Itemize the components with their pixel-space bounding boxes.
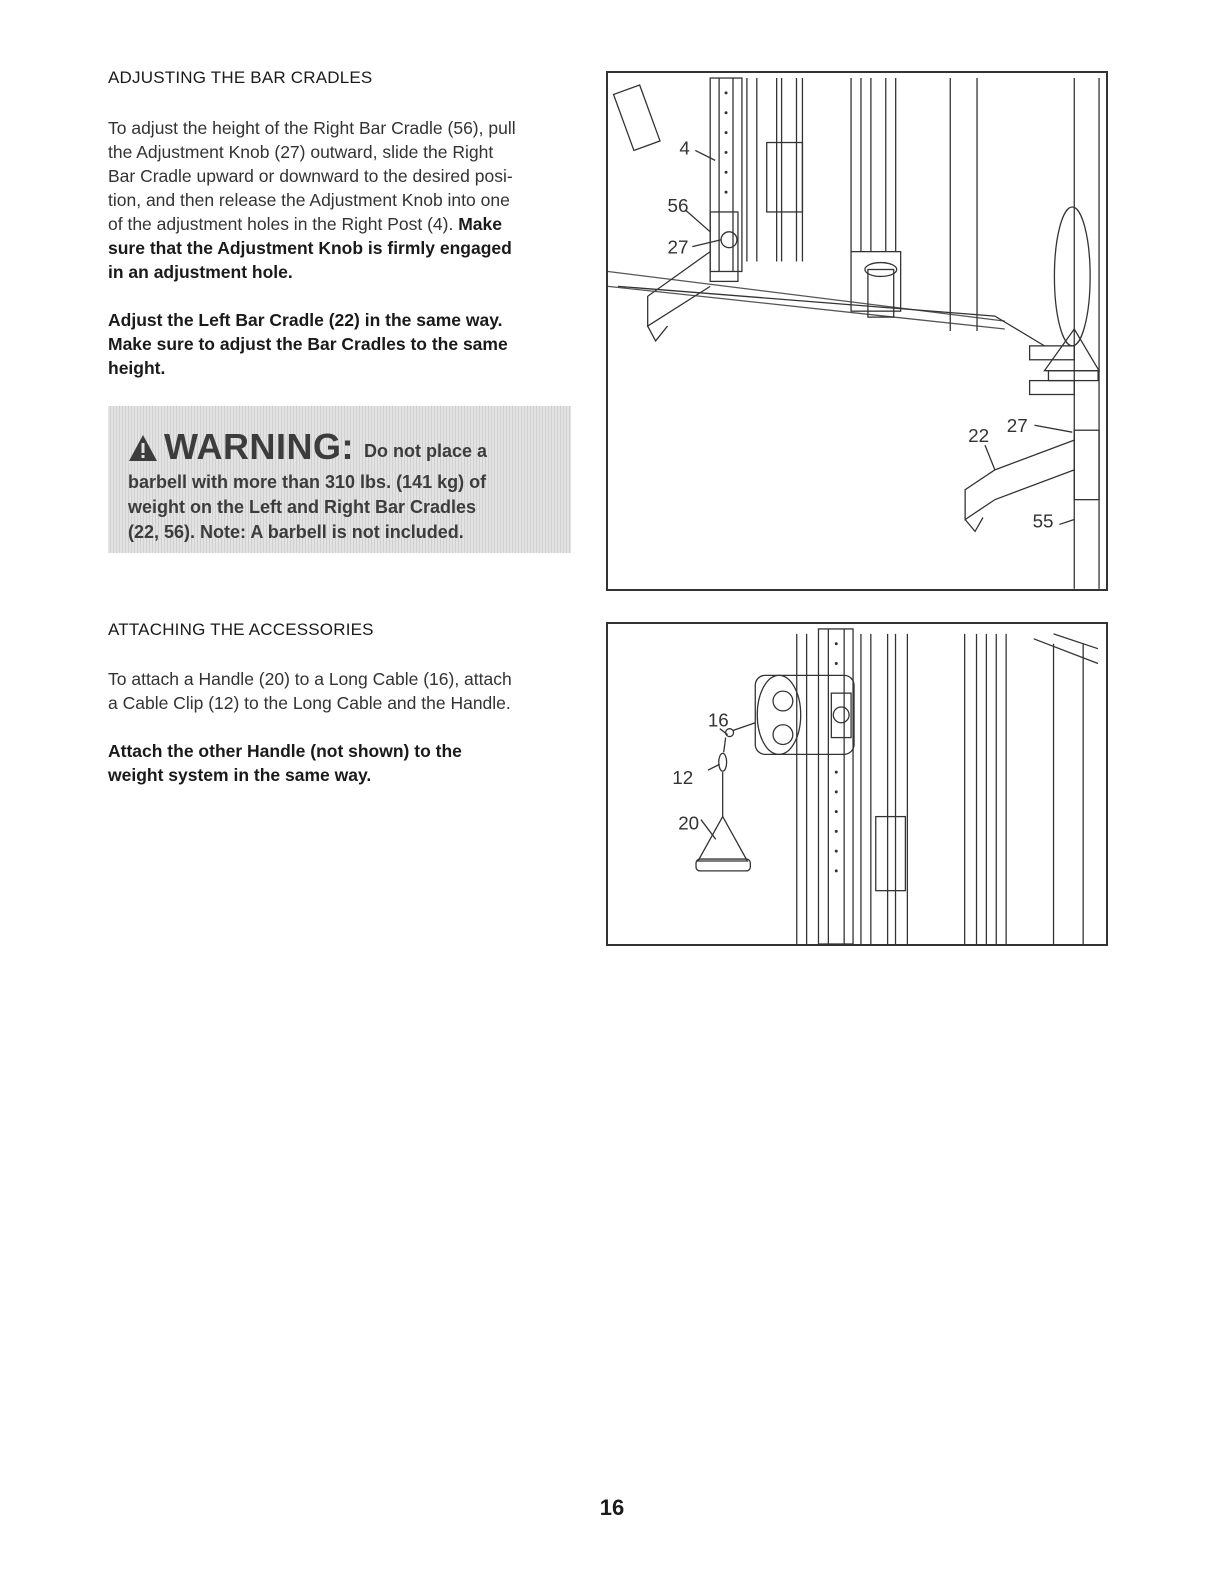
text-line: a Cable Clip (12) to the Long Cable and the Handle.	[108, 693, 511, 713]
warning-line: (22, 56). Note: A barbell is not included.	[128, 522, 464, 542]
warning-lead-text: Do not place a	[363, 441, 488, 461]
text-line: height.	[108, 358, 166, 378]
text-line	[108, 212, 573, 236]
warning-triangle-icon	[128, 434, 158, 462]
accessories-instructions	[108, 667, 573, 715]
callout-part-55: 55	[1032, 510, 1054, 532]
callout-part-22: 22	[968, 425, 990, 447]
callout-part-20: 20	[678, 812, 700, 834]
text-line: sure that the Adjustment Knob is firmly engaged	[108, 238, 512, 258]
warning-line: barbell with more than 310 lbs. (141 kg) of	[128, 472, 487, 492]
callout-part-12: 12	[672, 767, 694, 788]
bar-cradle-diagram	[606, 71, 1108, 591]
bar-cradles-instructions	[108, 116, 573, 284]
warning-line: weight on the Left and Right Bar Cradles	[128, 497, 477, 517]
text-line: tion, and then release the Adjustment Knob into one	[108, 190, 510, 210]
text-line: Adjust the Left Bar Cradle (22) in the same way.	[108, 310, 503, 330]
text-normal: of the adjustment holes in the Right Post (4).	[108, 214, 454, 234]
text-line: To attach a Handle (20) to a Long Cable (16), attach	[108, 669, 512, 689]
text-line: To adjust the height of the Right Bar Cradle (56), pull	[108, 118, 516, 138]
text-line: in an adjustment hole.	[108, 262, 293, 282]
callout-part-27-left: 27	[1006, 415, 1028, 437]
warning-box	[108, 406, 571, 553]
text-line: Attach the other Handle (not shown) to the	[108, 741, 462, 761]
accessories-diagram	[606, 622, 1108, 946]
callout-part-56: 56	[667, 194, 689, 216]
callout-part-4: 4	[679, 137, 690, 159]
warning-label: WARNING:	[164, 426, 354, 467]
text-bold: Make	[458, 214, 502, 234]
text-line: weight system in the same way.	[108, 765, 372, 785]
warning-title-row	[128, 422, 571, 468]
section-heading-bar-cradles: ADJUSTING THE BAR CRADLES	[108, 68, 373, 87]
warning-body	[128, 470, 558, 545]
text-line: Bar Cradle upward or downward to the desired posi-	[108, 166, 513, 186]
handle-attachment-illustration	[608, 624, 1106, 944]
bar-cradle-illustration	[608, 73, 1106, 589]
other-handle-instructions	[108, 739, 573, 787]
left-cradle-instructions	[108, 308, 573, 380]
text-line: Make sure to adjust the Bar Cradles to the same	[108, 334, 508, 354]
section-heading-accessories: ATTACHING THE ACCESSORIES	[108, 620, 374, 639]
page-number: 16	[599, 1495, 625, 1520]
callout-part-16: 16	[707, 709, 729, 731]
callout-part-27: 27	[667, 236, 689, 258]
text-line: the Adjustment Knob (27) outward, slide the Right	[108, 142, 494, 162]
